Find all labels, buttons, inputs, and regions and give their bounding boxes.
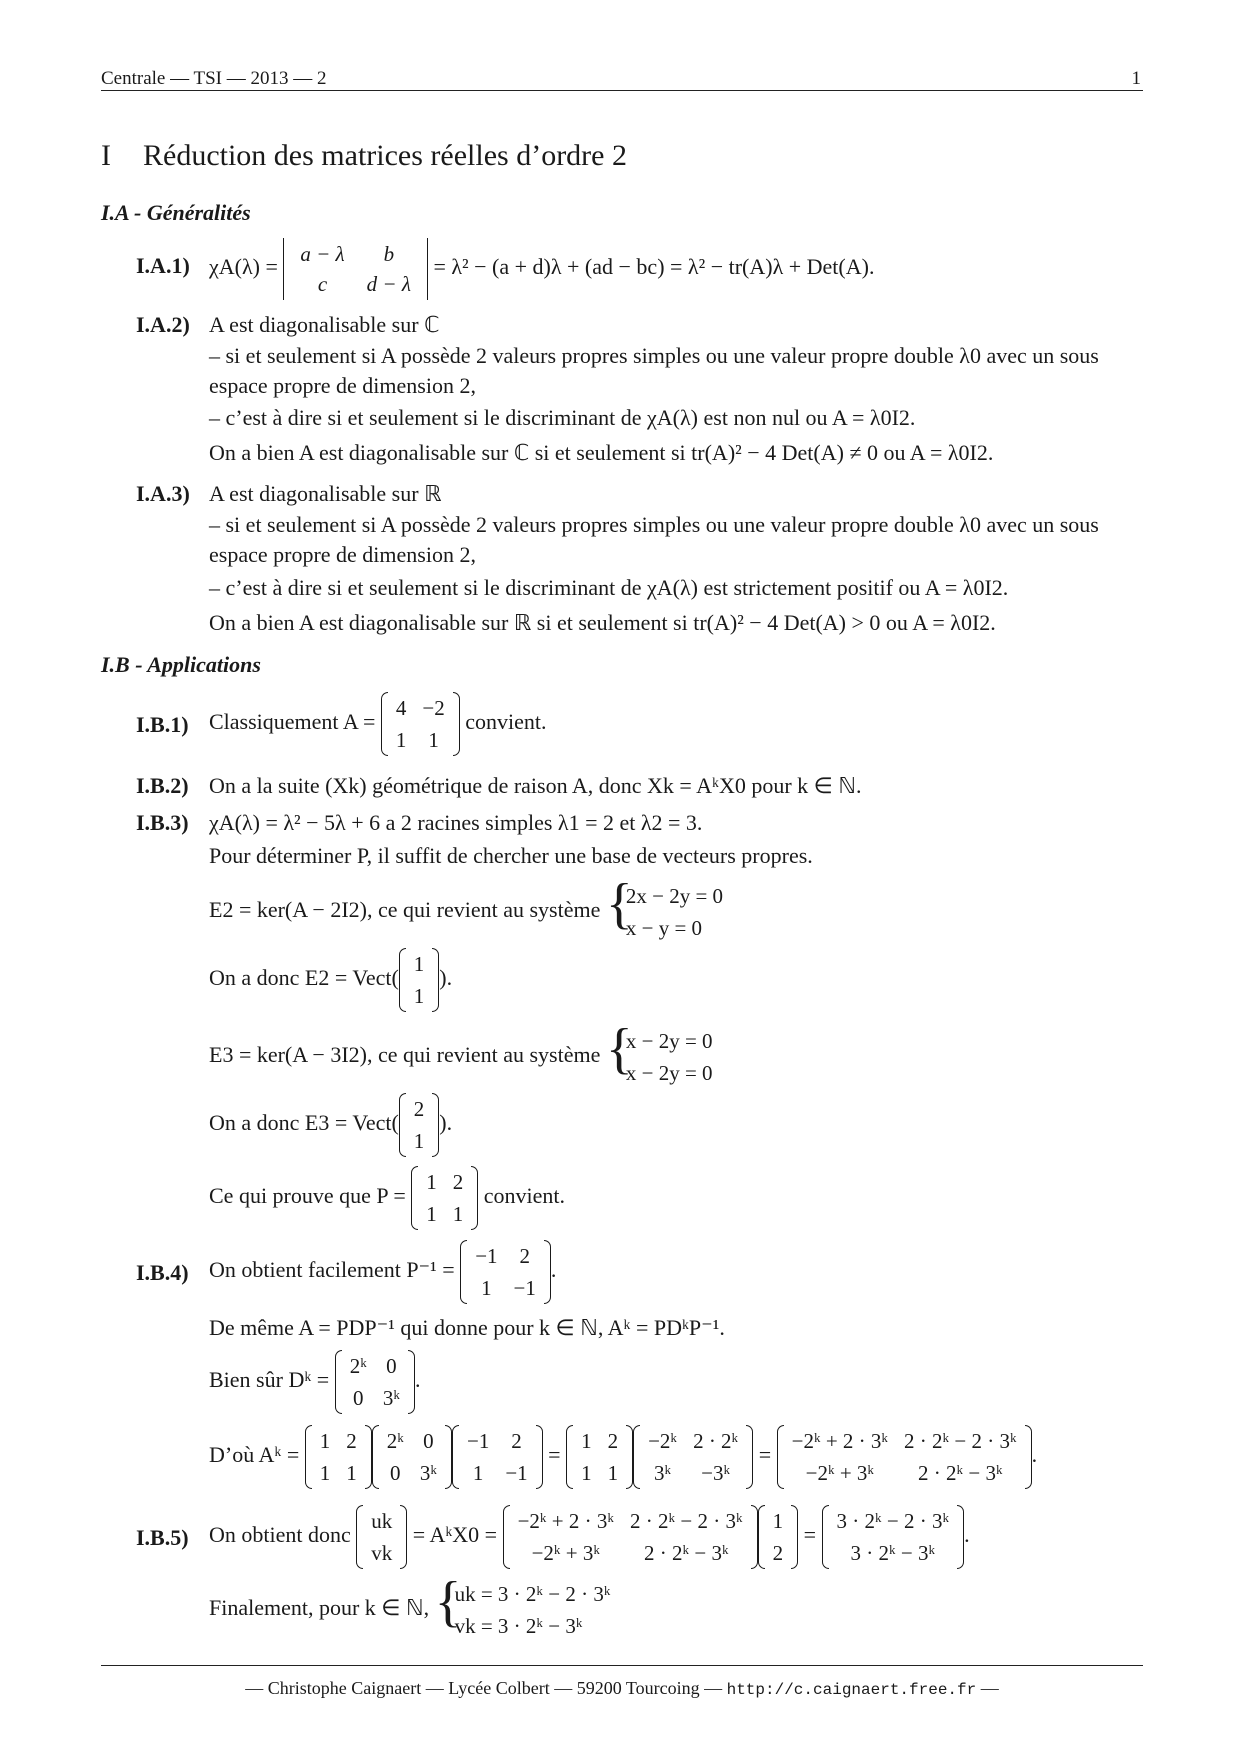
matrix-cell: 3ᵏ [382,1386,400,1410]
ib1-formula [209,692,547,756]
ia1-formula [209,238,874,300]
ia3-title: A est diagonalisable sur ℝ [209,481,442,506]
ia1-rhs: = λ² − (a + d)λ + (ad − bc) = λ² − tr(A)λ + Det(A). [433,254,875,280]
ia2-line1: – si et seulement si A possède 2 valeurs propres simples ou une valeur propre double λ0 avec un sous espace propre de dimension 2, [209,343,1099,398]
matrix-cell: 2ᵏ [349,1354,367,1378]
matrix-cell: 1 [452,1202,464,1226]
ia3-line3: On a bien A est diagonalisable sur ℝ si et seulement si tr(A)² − 4 Det(A) > 0 ou A = λ0I2. [209,610,996,635]
ib3-e2-vect: On a donc E2 = Vect( 1 1 ). [209,948,452,1012]
label-ib5: I.B.5) [136,1525,189,1550]
p-pre: Ce qui prouve que P = [209,1183,406,1209]
footer-end: — [980,1678,999,1698]
matrix-cell: −2ᵏ + 3ᵏ [805,1461,875,1485]
running-header [101,64,1143,91]
equation: { uk = 3 · 2ᵏ − 2 · 3ᵏ [454,1582,611,1606]
matrix [566,1425,633,1489]
e2-system [606,880,723,944]
matrix-cell: 2 · 2ᵏ − 3ᵏ [918,1461,1003,1485]
e3-text: E3 = ker(A − 3I2), ce qui revient au système [209,1042,601,1068]
e2-vect-pre: On a donc E2 = Vect [209,965,392,991]
matrix-cell: 1 [413,984,425,1008]
matrix-cell: 1 [772,1509,784,1533]
ib5-pre: On obtient donc [209,1522,351,1548]
equation: { 2x − 2y = 0 [625,884,724,908]
matrix-cell: 4 [395,696,407,720]
page-number: 1 [1131,68,1141,89]
label-ib2: I.B.2) [136,773,189,798]
dk-pre: Bien sûr Dᵏ = [209,1367,330,1393]
matrix-cell: 2 · 2ᵏ − 2 · 3ᵏ [630,1509,743,1533]
matrix-dk [335,1350,415,1414]
matrix-cell: 1 [607,1461,619,1485]
det-cell: c [317,272,328,296]
matrix-cell: 0 [390,1461,401,1485]
matrix-cell: 3ᵏ [419,1461,437,1485]
footer-url[interactable]: http://c.caignaert.free.fr [726,1681,977,1699]
matrix-p [411,1166,478,1230]
matrix-cell: 2 · 2ᵏ [693,1429,739,1453]
matrix [633,1425,753,1489]
matrix-cell: −1 [513,1276,536,1300]
matrix-cell: −1 [505,1461,528,1485]
equation: x − 2y = 0 [625,1061,713,1085]
equation: vk = 3 · 2ᵏ − 3ᵏ [454,1614,583,1638]
e3-vect-pre: On a donc E3 = Vect [209,1110,392,1136]
ib3-e2 [209,880,723,944]
matrix-cell: 0 [353,1386,364,1410]
ia1-determinant [283,238,428,300]
matrix-cell: 0 [423,1429,434,1453]
vector-e3 [399,1093,440,1157]
matrix-cell: 3 · 2ᵏ − 2 · 3ᵏ [836,1509,950,1533]
matrix-cell: 2 [413,1097,425,1121]
det-cell: d − λ [366,272,411,296]
matrix-cell: −1 [475,1244,498,1268]
label-ib3: I.B.3) [136,810,189,835]
matrix-cell: 2 · 2ᵏ − 2 · 3ᵏ [904,1429,1017,1453]
ib3-line1: χA(λ) = λ² − 5λ + 6 a 2 racines simples λ1 = 2 et λ2 = 3. [209,810,703,835]
label-ia1: I.A.1) [136,253,190,278]
vector-e2 [399,948,440,1012]
ia3-line1: – si et seulement si A possède 2 valeurs propres simples ou une valeur propre double λ0 avec un sous espace propre de dimension 2, [209,512,1099,567]
matrix-cell: −2ᵏ + 2 · 3ᵏ [517,1509,615,1533]
matrix-cell: 1 [581,1461,592,1485]
matrix-cell: 2 [346,1429,357,1453]
matrix-cell: −2ᵏ + 3ᵏ [531,1541,601,1565]
header-title: Centrale — TSI — 2013 — 2 [101,68,327,89]
final-pre: Finalement, pour k ∈ ℕ, [209,1595,430,1621]
matrix [777,1425,1032,1489]
page-footer [101,1665,1143,1699]
ib3-line2: Pour déterminer P, il suffit de chercher une base de vecteurs propres. [209,843,813,868]
ib3-p [209,1166,565,1230]
matrix-cell: 1 [413,1129,425,1153]
matrix-cell: −1 [466,1429,490,1453]
matrix-cell: −3ᵏ [701,1461,731,1485]
pinv-pre: On obtient facilement P⁻¹ = [209,1257,455,1283]
ia2-title: A est diagonalisable sur ℂ [209,312,440,337]
ia3-line2: – c’est à dire si et seulement si le discriminant de χA(λ) est strictement positif ou A = λ0I2. [209,575,1009,600]
matrix-cell: 2 [607,1429,619,1453]
matrix-cell: 3ᵏ [654,1461,672,1485]
matrix-cell: 1 [481,1276,492,1300]
subsection-b-heading: I.B - Applications [101,652,261,677]
matrix-cell: −2ᵏ + 2 · 3ᵏ [791,1429,889,1453]
section-heading [101,139,627,173]
section-number: I [101,139,111,172]
ib5-mid: = AᵏX0 = [412,1522,498,1548]
matrix-cell: 2 · 2ᵏ − 3ᵏ [644,1541,729,1565]
matrix [452,1425,543,1489]
e2-text: E2 = ker(A − 2I2), ce qui revient au système [209,897,601,923]
matrix-cell: 2ᵏ [386,1429,404,1453]
matrix-cell: 2 [452,1170,464,1194]
matrix-cell: 1 [319,1461,331,1485]
matrix-cell: 1 [426,1202,437,1226]
ib5-final [209,1578,611,1642]
matrix-cell: 1 [428,728,439,752]
section-title: Réduction des matrices réelles d’ordre 2 [143,139,627,172]
label-ia2: I.A.2) [136,312,190,337]
vector-x0 [758,1505,799,1569]
matrix-cell: 1 [413,952,425,976]
ia1-lhs: χA(λ) = [209,254,278,280]
ia2-line3: On a bien A est diagonalisable sur ℂ si et seulement si tr(A)² − 4 Det(A) ≠ 0 ou A = λ0I2. [209,440,994,465]
matrix-cell: 1 [319,1429,331,1453]
label-ib4: I.B.4) [136,1260,189,1285]
ib4-pinv: On obtient facilement P⁻¹ = −1 2 1 −1 . [209,1240,556,1304]
det-cell: b [383,242,395,266]
equation: { x − 2y = 0 [625,1029,713,1053]
ib5-formula: On obtient donc uk vk = AᵏX0 = −2ᵏ + 2 · 3ᵏ 2 · 2ᵏ − 2 · 3ᵏ −2ᵏ + 3ᵏ 2 · 2ᵏ − 3ᵏ 1 2 = 3 · 2ᵏ − 2 · 3ᵏ 3 · 2ᵏ − 3ᵏ . [209,1505,970,1569]
label-ib1: I.B.1) [136,712,189,737]
label-ia3: I.A.3) [136,481,190,506]
matrix-cell: 2 [511,1429,522,1453]
ib3-e3 [209,1025,713,1089]
matrix-cell: 3 · 2ᵏ − 3ᵏ [850,1541,936,1565]
ib4-dk: Bien sûr Dᵏ = 2ᵏ 0 0 3ᵏ . [209,1350,420,1414]
matrix [305,1425,372,1489]
matrix [372,1425,452,1489]
vector-uv [356,1505,407,1569]
matrix-cell: −2ᵏ [648,1429,678,1453]
ib1-post: convient. [465,709,547,735]
matrix-cell: 1 [426,1170,437,1194]
ib2-text: On a la suite (Xk) géométrique de raison A, donc Xk = AᵏX0 pour k ∈ ℕ. [209,773,862,798]
ib4-line2: De même A = PDP⁻¹ qui donne pour k ∈ ℕ, Aᵏ = PDᵏP⁻¹. [209,1315,725,1340]
matrix-ak [503,1505,758,1569]
matrix-cell: vk [371,1541,393,1565]
matrix-cell: 0 [386,1354,397,1378]
matrix-cell: 2 [519,1244,530,1268]
matrix-cell: uk [371,1509,393,1533]
matrix-cell: 1 [581,1429,592,1453]
matrix-cell: −2 [422,696,445,720]
equation: x − y = 0 [625,916,703,940]
matrix-cell: 1 [395,728,407,752]
ib3-e3-vect: On a donc E3 = Vect( 2 1 ). [209,1093,452,1157]
ia2-line2: – c’est à dire si et seulement si le discriminant de χA(λ) est non nul ou A = λ0I2. [209,405,916,430]
subsection-a-heading: I.A - Généralités [101,200,251,225]
footer-text: — Christophe Caignaert — Lycée Colbert — 59200 Tourcoing — [245,1678,723,1698]
final-system [435,1578,611,1642]
p-post: convient. [483,1183,565,1209]
e3-system [606,1025,713,1089]
ib4-ak: D’où Aᵏ = 1 2 1 1 2ᵏ 0 0 3ᵏ −1 2 1 −1 = 1 2 1 1 −2ᵏ 2 · 2ᵏ 3ᵏ −3ᵏ = −2ᵏ + 2 · 3ᵏ 2 · 2ᵏ − 2 · 3ᵏ −2ᵏ + 3ᵏ 2 · 2ᵏ − 3ᵏ . [209,1425,1037,1489]
matrix-cell: 2 [772,1541,784,1565]
matrix-p-inverse [460,1240,551,1304]
ib1-pre: Classiquement A = [209,709,376,735]
matrix-cell: 1 [346,1461,357,1485]
matrix-a [381,692,460,756]
det-cell: a − λ [300,242,345,266]
vector-result [822,1505,965,1569]
ak-pre: D’où Aᵏ = [209,1442,300,1468]
matrix-cell: 1 [472,1461,484,1485]
